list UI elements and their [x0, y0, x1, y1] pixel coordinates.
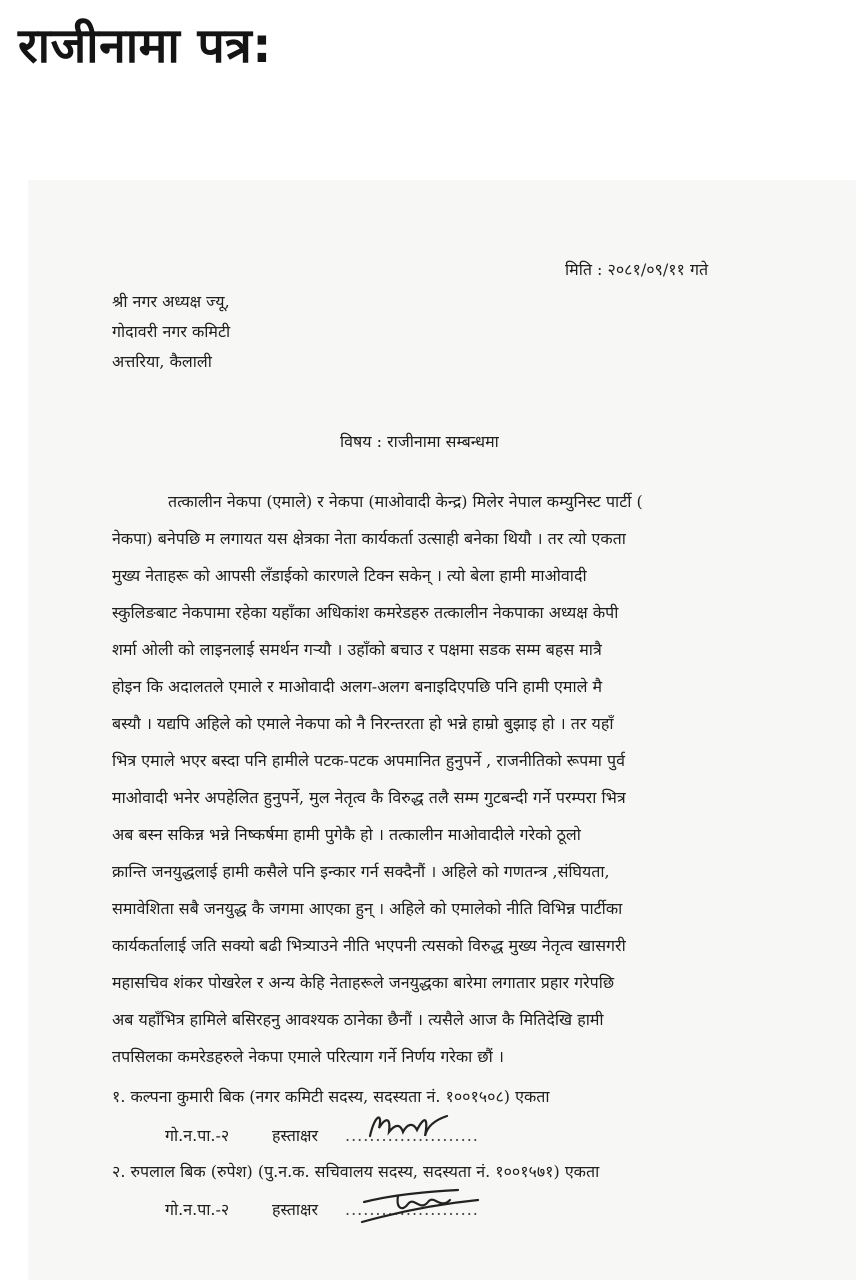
signature-2-text: रूपेश	[358, 1182, 361, 1183]
signatory-2-sign-label: हस्ताक्षर	[272, 1200, 319, 1219]
signature-2-image	[358, 1182, 488, 1232]
address-line-2: गोदावरी नगर कमिटी	[112, 322, 231, 341]
signature-line-1: ......................	[345, 1126, 479, 1145]
body-line: बस्यौ । यद्यपि अहिले को एमाले नेकपा को नै निरन्तरता हो भन्ने हाम्रो बुझाइ हो । तर यहाँ	[112, 714, 614, 733]
body-line: कार्यकर्तालाई जति सक्यो बढी भित्र्याउने नीति भएपनी त्यसको विरुद्ध मुख्य नेतृत्व खासगरी	[112, 936, 626, 955]
body-line: तपसिलका कमरेडहरुले नेकपा एमाले परित्याग गर्ने निर्णय गरेका छौं ।	[112, 1047, 504, 1066]
signatory-1-ward: गो.न.पा.-२	[165, 1126, 230, 1145]
body-line: माओवादी भनेर अपहेलित हुनुपर्ने, मुल नेतृत्व कै विरुद्ध तलै सम्म गुटबन्दी गर्ने परम्परा भित्र	[112, 788, 626, 807]
address-line-3: अत्तरिया, कैलाली	[112, 352, 212, 371]
body-line: समावेशिता सबै जनयुद्ध कै जगमा आएका हुन् । अहिले को एमालेको नीति विभिन्न पार्टीका	[112, 899, 623, 918]
page-heading: राजीनामा पत्र:	[18, 18, 272, 74]
body-line: मुख्य नेताहरू को आपसी लँडाईको कारणले टिक्न सकेन् । त्यो बेला हामी माओवादी	[112, 566, 587, 585]
letter-date: मिति : २०८१/०९/११ गते	[565, 260, 709, 279]
signature-1-image	[365, 1108, 455, 1144]
body-line: भित्र एमाले भएर बस्दा पनि हामीले पटक-पटक अपमानित हुनुपर्ने , राजनीतिको रूपमा पुर्व	[112, 751, 625, 770]
signatory-2-ward: गो.न.पा.-२	[165, 1200, 230, 1219]
signature-line-2: ......................	[345, 1200, 479, 1219]
signature-1-text: Kamf	[365, 1108, 368, 1109]
body-line: महासचिव शंकर पोखरेल र अन्य केहि नेताहरूले जनयुद्धका बारेमा लगातार प्रहार गरेपछि	[112, 973, 615, 992]
body-line: तत्कालीन नेकपा (एमाले) र नेकपा (माओवादी केन्द्र) मिलेर नेपाल कम्युनिस्ट पार्टी (	[168, 492, 643, 511]
body-line: अब बस्न सकिन्न भन्ने निष्कर्षमा हामी पुगेकै हो । तत्कालीन माओवादीले गरेको ठूलो	[112, 825, 581, 844]
body-line: स्कुलिङबाट नेकपामा रहेका यहाँका अधिकांश कमरेडहरु तत्कालीन नेकपाका अध्यक्ष केपी	[112, 603, 619, 622]
letter-subject: विषय : राजीनामा सम्बन्धमा	[340, 432, 499, 451]
signatory-1-sign-label: हस्ताक्षर	[272, 1126, 319, 1145]
body-line: अब यहाँभित्र हामिले बसिरहनु आवश्यक ठानेका छैनौं । त्यसैले आज कै मितिदेखि हामी	[112, 1010, 604, 1029]
signatory-2-entry: २. रुपलाल बिक (रुपेश) (पु.न.क. सचिवालय सदस्य, सदस्यता नं. १००१५७१) एकता	[112, 1162, 600, 1181]
body-line: शर्मा ओली को लाइनलाई समर्थन गऱ्यौ । उहाँको बचाउ र पक्षमा सडक सम्म बहस मात्रै	[112, 640, 602, 659]
body-line: होइन कि अदालतले एमाले र माओवादी अलग-अलग बनाइदिएपछि पनि हामी एमाले मै	[112, 677, 603, 696]
body-line: नेकपा) बनेपछि म लगायत यस क्षेत्रका नेता कार्यकर्ता उत्साही बनेका थियौ । तर त्यो एकता	[112, 529, 626, 548]
body-line: क्रान्ति जनयुद्धलाई हामी कसैले पनि इन्कार गर्न सक्दैनौं । अहिले को गणतन्त्र ,संघियता,	[112, 862, 610, 881]
signatory-1-entry: १. कल्पना कुमारी बिक (नगर कमिटी सदस्य, सदस्यता नं. १००१५०८) एकता	[112, 1087, 550, 1106]
address-line-1: श्री नगर अध्यक्ष ज्यू,	[112, 292, 230, 311]
